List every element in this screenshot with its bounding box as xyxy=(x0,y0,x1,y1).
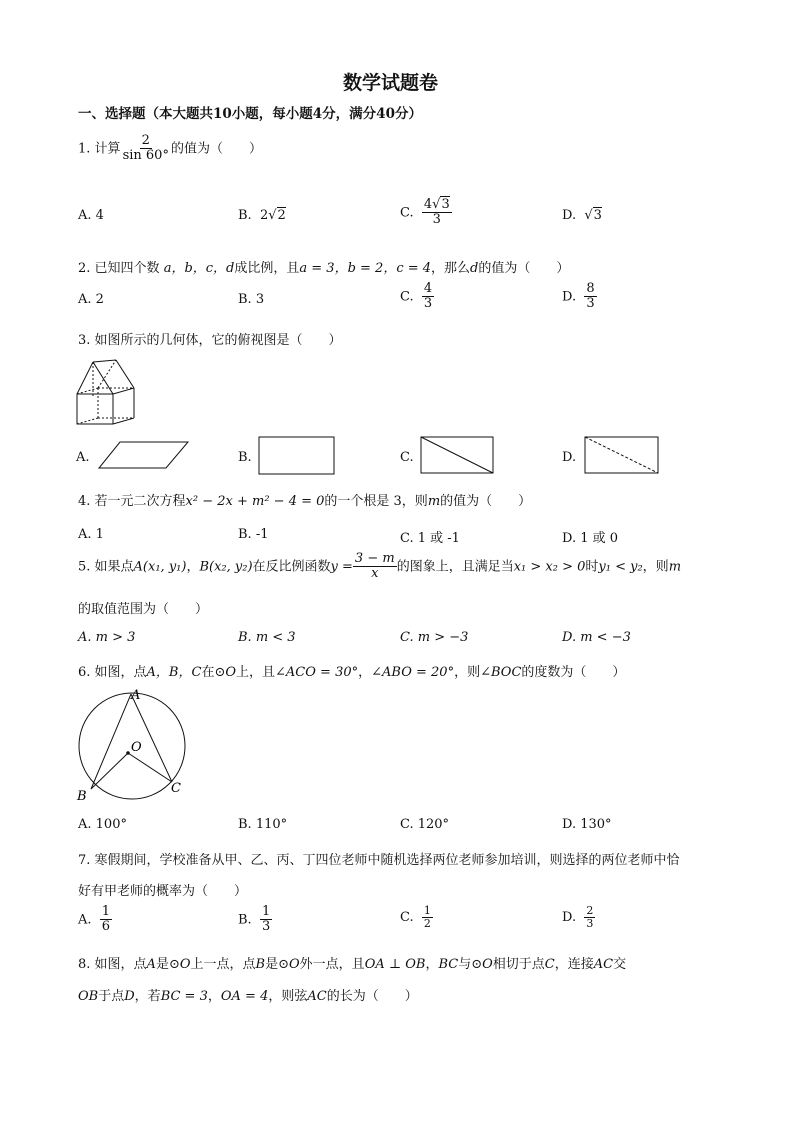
q1-d-rad: 3 xyxy=(593,208,602,223)
q7-option-c xyxy=(400,905,433,930)
question-2 xyxy=(78,257,569,276)
q4-text-1: 4. 若一元二次方程 xyxy=(78,494,186,509)
question-1 xyxy=(78,134,262,164)
q1-number: 1. xyxy=(78,141,91,157)
q1-prefix: 计算 xyxy=(94,141,121,157)
q7-option-a xyxy=(78,905,112,935)
q5-text-3: 的图象上，且满足当 xyxy=(396,559,514,575)
q8-bc: BC xyxy=(438,957,459,972)
q8-perp: OA ⊥ OB xyxy=(364,957,426,972)
q7-option-b xyxy=(238,905,272,935)
q7-d-den: 3 xyxy=(586,917,594,931)
q8-point-b: B xyxy=(255,957,266,972)
q3-option-b-label: B. xyxy=(238,450,252,465)
q2-option-d xyxy=(562,282,597,312)
q2-text-2: 成比例，且 xyxy=(234,261,300,276)
q8-text-a: 8. 如图，点 xyxy=(78,957,147,972)
q5-sep: ， xyxy=(186,559,200,575)
q2-option-c xyxy=(400,282,434,312)
q8-text-b: 是 xyxy=(155,957,169,972)
q7-b-label: B. xyxy=(238,912,252,928)
question-6 xyxy=(78,661,625,680)
q8-point-d: D xyxy=(124,989,135,1004)
q5-func-fraction xyxy=(353,552,397,582)
question-5-line-1 xyxy=(78,552,681,582)
q3-option-d-label: D. xyxy=(562,450,577,465)
q8-ob: OB xyxy=(78,989,99,1004)
question-8-line-1 xyxy=(78,953,626,972)
q1-c-num: 4√3 xyxy=(423,197,450,212)
q8-text-g: 与 xyxy=(458,957,472,972)
q6-circle: ⊙O xyxy=(214,665,237,680)
q8-ac: AC xyxy=(593,957,614,972)
q1-option-d: D. √3 xyxy=(562,208,602,223)
q4-option-c: C. 1 或 -1 xyxy=(400,531,460,546)
q3-option-a-label: A. xyxy=(76,450,90,465)
q5-func-lhs: y = xyxy=(330,559,353,575)
q8-circle-1: ⊙O xyxy=(168,957,191,972)
q6-option-b: B. 110° xyxy=(238,817,288,832)
q5-option-a: A. m > 3 xyxy=(78,630,136,645)
q2-option-a: A. 2 xyxy=(78,292,104,307)
question-7-line-2: 好有甲老师的概率为（ ） xyxy=(78,884,248,899)
q6-text-2: 在 xyxy=(201,665,215,680)
q2-text-4: 的值为（ ） xyxy=(478,261,570,276)
q4-text-3: 的值为（ ） xyxy=(440,494,532,509)
q8-ac-2: AC xyxy=(307,989,327,1004)
q7-d-label: D. xyxy=(562,910,577,926)
q6-angle-2: ∠ABO = 20° xyxy=(371,665,455,680)
q6-label-a: A xyxy=(131,688,141,703)
q3-solid-figure xyxy=(76,360,138,428)
q8-bc-value: BC = 3 xyxy=(160,989,208,1004)
q8-text-f: ， xyxy=(425,957,439,972)
q1-suffix: 的值为（ ） xyxy=(170,141,262,157)
q1-b-coef: 2 xyxy=(259,208,269,223)
question-3: 3. 如图所示的几何体，它的俯视图是（ ） xyxy=(78,333,342,348)
q1-c-den: 3 xyxy=(432,212,441,228)
q1-option-a: A. 4 xyxy=(78,208,104,223)
q1-fraction xyxy=(121,134,171,164)
q5-cond-1: x₁ > x₂ > 0 xyxy=(513,559,586,575)
q2-vars: a，b，c，d xyxy=(163,261,235,276)
q6-option-c: C. 120° xyxy=(400,817,450,832)
q8-sep: ， xyxy=(207,989,221,1004)
q5-func-num: 3 − m xyxy=(354,551,395,566)
q5-text-1: 5. 如果点 xyxy=(78,559,134,575)
q3-option-b-rectangle xyxy=(258,436,336,476)
q8-text-m: ，则弦 xyxy=(268,989,308,1004)
q6-option-a: A. 100° xyxy=(78,817,127,832)
q7-a-den: 6 xyxy=(101,919,111,935)
q1-b-rad: 2 xyxy=(277,208,286,223)
q5-text-4: 时 xyxy=(585,559,599,575)
q2-text-1: 2. 已知四个数 xyxy=(78,261,160,276)
q2-d-label: D. xyxy=(562,289,577,305)
q8-text-c: 上一点，点 xyxy=(190,957,256,972)
question-5-line-2: 的取值范围为（ ） xyxy=(78,602,209,617)
q6-sep: ， xyxy=(358,665,372,680)
q6-angle-1: ∠ACO = 30° xyxy=(275,665,359,680)
q3-option-c-label: C. xyxy=(400,450,414,465)
q2-option-b: B. 3 xyxy=(238,292,265,307)
q5-option-b: B. m < 3 xyxy=(238,630,296,645)
q6-label-o: O xyxy=(131,740,142,755)
q8-text-h: 相切于点 xyxy=(492,957,545,972)
q4-option-a: A. 1 xyxy=(78,527,104,542)
q3-option-d-rect-dashed-diagonal xyxy=(584,436,660,476)
q6-angle-3: ∠BOC xyxy=(480,665,522,680)
q1-frac-num: 2 xyxy=(141,133,150,148)
q6-text-1: 6. 如图，点 xyxy=(78,665,147,680)
q7-b-num: 1 xyxy=(261,904,271,919)
q2-c-fraction xyxy=(422,282,434,312)
q7-a-label: A. xyxy=(78,912,92,928)
q6-text-4: ，则 xyxy=(454,665,481,680)
q7-c-fraction xyxy=(422,905,433,930)
q6-points: A，B，C xyxy=(146,665,202,680)
q2-var-d: d xyxy=(470,261,479,276)
q8-point-c: C xyxy=(544,957,555,972)
q8-text-d: 是 xyxy=(265,957,279,972)
q1-c-fraction xyxy=(422,198,452,228)
question-7-line-1: 7. 寒假期间，学校准备从甲、乙、丙、丁四位老师中随机选择两位老师参加培训，则选择的两位老师中恰 xyxy=(78,853,680,868)
q5-func-den: x xyxy=(371,566,379,582)
q5-cond-2: y₁ < y₂ xyxy=(598,559,643,575)
question-8-line-2 xyxy=(78,985,418,1004)
q7-a-fraction xyxy=(100,905,112,935)
page-title: 数学试题卷 xyxy=(343,72,439,94)
q7-d-fraction xyxy=(584,905,595,930)
q5-option-d: D. m < −3 xyxy=(562,630,631,645)
q4-equation: x² − 2x + m² − 4 = 0 xyxy=(185,494,325,509)
q2-c-label: C. xyxy=(400,289,414,305)
section-heading: 一、选择题（本大题共10小题，每小题4分，满分40分） xyxy=(78,106,422,122)
q1-option-c xyxy=(400,198,452,228)
q6-text-3: 上，且 xyxy=(236,665,276,680)
q7-b-fraction xyxy=(260,905,272,935)
q4-option-b: B. -1 xyxy=(238,527,269,542)
q7-c-num: 1 xyxy=(423,904,431,917)
q6-label-b: B xyxy=(77,789,87,804)
q1-c-num-coef: 4 xyxy=(423,197,433,212)
q1-d-label: D. xyxy=(562,208,577,223)
q5-var-m: m xyxy=(668,559,682,575)
q7-b-den: 3 xyxy=(261,919,271,935)
q8-text-l: ，若 xyxy=(134,989,161,1004)
q4-var-m: m xyxy=(427,494,441,509)
q2-cond: a = 3，b = 2，c = 4 xyxy=(299,261,432,276)
q7-d-num: 2 xyxy=(586,904,594,917)
q6-text-5: 的度数为（ ） xyxy=(521,665,626,680)
q8-text-k: 于点 xyxy=(98,989,125,1004)
q6-option-d: D. 130° xyxy=(562,817,612,832)
question-4 xyxy=(78,490,531,509)
q2-c-den: 3 xyxy=(423,296,433,312)
q3-option-c-rect-solid-diagonal xyxy=(420,436,496,476)
q8-text-j: 交 xyxy=(613,957,627,972)
q8-text-i: ，连接 xyxy=(554,957,594,972)
q5-point-b: B(x₂, y₂) xyxy=(199,559,253,575)
q7-c-label: C. xyxy=(400,910,414,926)
q8-circle-2: ⊙O xyxy=(278,957,300,972)
q7-c-den: 2 xyxy=(423,917,431,931)
q1-b-label: B. xyxy=(238,208,252,223)
q5-text-2: 在反比例函数 xyxy=(252,559,331,575)
q1-frac-den: sin 60° xyxy=(122,148,169,164)
q8-circle-3: ⊙O xyxy=(471,957,493,972)
q2-d-num: 8 xyxy=(586,281,595,296)
q2-text-3: ，那么 xyxy=(431,261,471,276)
q2-d-fraction xyxy=(584,282,596,312)
q1-c-label: C. xyxy=(400,205,414,221)
q2-d-den: 3 xyxy=(586,296,595,312)
q6-circle-figure xyxy=(72,686,192,806)
q8-point-a: A xyxy=(146,957,156,972)
q8-text-e: 外一点，且 xyxy=(299,957,365,972)
q8-text-n: 的长为（ ） xyxy=(326,989,418,1004)
q5-text-5: ，则 xyxy=(642,559,669,575)
q3-option-a-parallelogram xyxy=(98,440,190,470)
q4-option-d: D. 1 或 0 xyxy=(562,531,619,546)
q5-option-c: C. m > −3 xyxy=(400,630,469,645)
q1-option-b: B. 2√2 xyxy=(238,208,286,223)
q2-c-num: 4 xyxy=(423,281,433,296)
q6-label-c: C xyxy=(171,781,181,796)
q1-c-num-rad: 3 xyxy=(441,197,450,212)
q5-point-a: A(x₁, y₁) xyxy=(133,559,187,575)
q7-option-d xyxy=(562,905,595,930)
q7-a-num: 1 xyxy=(101,904,111,919)
q4-text-2: 的一个根是 3，则 xyxy=(324,494,428,509)
q8-oa-value: OA = 4 xyxy=(220,989,269,1004)
